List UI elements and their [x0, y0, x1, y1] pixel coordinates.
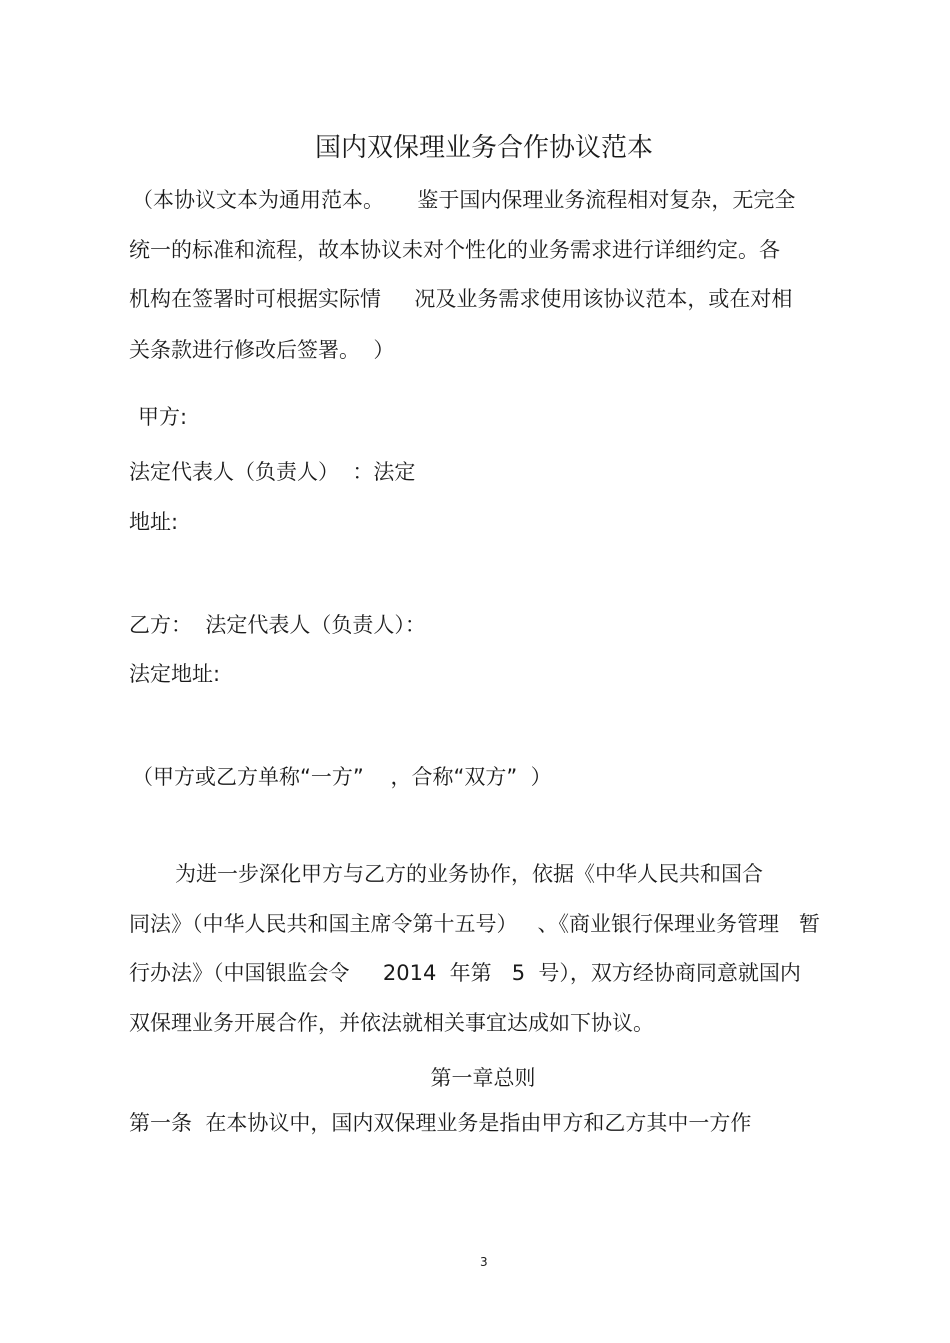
- preamble-line: 双保理业务开展合作，并依法就相关事宜达成如下协议。: [129, 1011, 654, 1035]
- party-b-label-rep: 乙方： 法定代表人（负责人）：: [129, 613, 426, 637]
- intro-line: 机构在签署时可根据实际情 况及业务需求使用该协议范本，或在对相: [129, 287, 793, 311]
- document-title: 国内双保理业务合作协议范本: [314, 133, 653, 163]
- preamble-line: 为进一步深化甲方与乙方的业务协作，依据《中华人民共和国合: [175, 862, 763, 886]
- intro-line: 统一的标准和流程，故本协议未对个性化的业务需求进行详细约定。各: [129, 238, 780, 262]
- party-b-address: 法定地址:: [129, 662, 221, 686]
- article-1: 第一条 在本协议中，国内双保理业务是指由甲方和乙方其中一方作: [129, 1111, 752, 1135]
- designation-note: （甲方或乙方单称“一方” ，合称“双方” ）: [132, 765, 552, 789]
- preamble-line: 同法》（中华人民共和国主席令第十五号） 、《商业银行保理业务管理 暂: [129, 912, 821, 936]
- intro-line: 关条款进行修改后签署。 ）: [129, 338, 395, 362]
- page-number: 3: [480, 1255, 488, 1269]
- preamble-line: 行办法》（中国银监会令 2014 年第 5 号），双方经协商同意就国内: [129, 961, 801, 985]
- intro-line: （本协议文本为通用范本。 鉴于国内保理业务流程相对复杂，无完全: [132, 188, 796, 212]
- party-a-legal-rep: 法定代表人（负责人） ：法定: [129, 460, 416, 484]
- party-a-label: 甲方:: [138, 405, 188, 429]
- chapter-title: 第一章总则: [430, 1066, 536, 1090]
- party-a-address: 地址:: [129, 510, 179, 534]
